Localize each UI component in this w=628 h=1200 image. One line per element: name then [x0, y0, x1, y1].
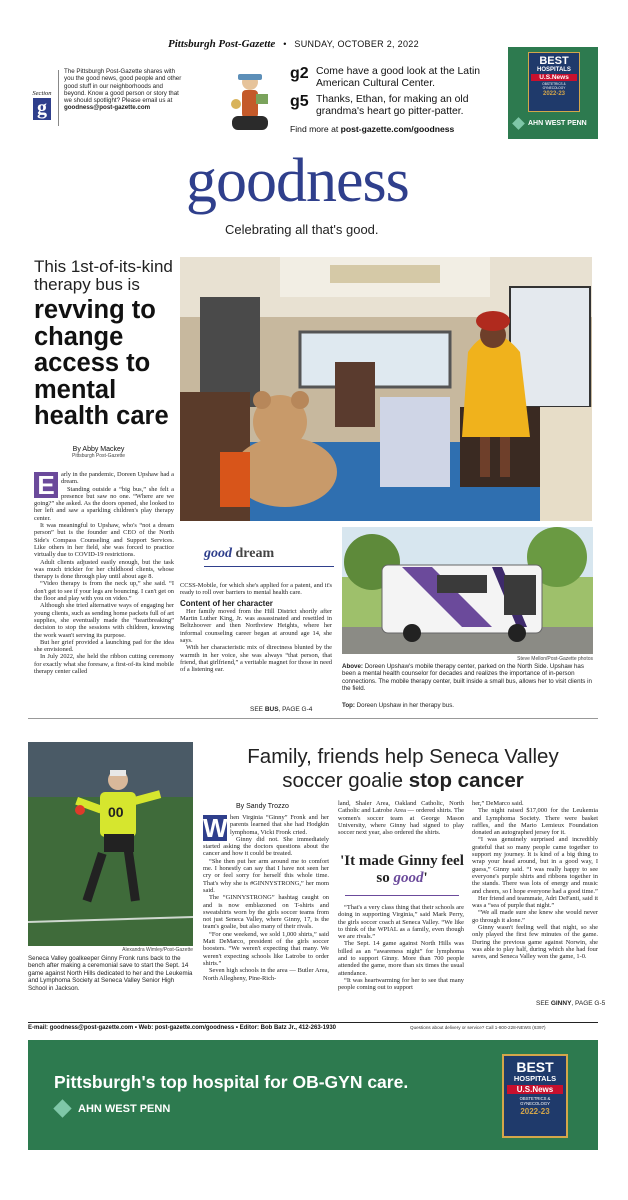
story1-paragraph: In July 2022, she held the ribbon cutting ceremony for exactly what she foresaw, a first-of-its kind mobile therapy center called [34, 653, 174, 676]
goalie-illustration [28, 742, 193, 946]
story2-paragraph: The Sept. 14 game against North Hills was billed as an “awareness night” for lymphoma and to support Ginny. More than 700 people attended the game, more than six times the usual attendance. [338, 940, 464, 977]
caption-top-text: Doreen Upshaw in her therapy bus. [354, 702, 455, 709]
story2-paragraph: Ginny wasn't feeling well that night, so she only played the first few minutes of the game. During the previous game against Norwin, she was able to play half, during which she had four saves, and Seneca Valley won the game, 1-0. [472, 924, 598, 961]
story2-paragraph: “That's a very class thing that their schools are doing in supporting Virginia,” said Mark Perry, the girls soccer coach at Seneca Valley. “We like to think of the WPIAL as a family, even though we are rivals.” [338, 904, 464, 941]
section-email-link[interactable]: goodness@post-gazette.com [64, 104, 151, 112]
story1-paragraph: “Video therapy is from the neck up,” she said. “I don't get to see if your legs are bouncing. I can't get on the floor and play with you on video.” [34, 580, 174, 603]
diamond-logo-icon [53, 1099, 71, 1117]
teaser-page: g2 [290, 65, 309, 82]
bus-exterior-photo [342, 527, 593, 654]
story2-paragraph: hen Virginia “Ginny” Fronk and her parents learned that she had Hodgkin lymphoma, Vicki Fronk cried. [230, 814, 329, 836]
story1-dropcap: E [34, 472, 58, 498]
story2-column-2 [338, 800, 464, 836]
story1-paragraph: Although she tried alternative ways of engaging her young clients, such as sending home packets full of art supplies, she eventually made the “heartbreaking” decision to stop the sessions with children, knowing the work wasn't serving its purpose. [34, 602, 174, 639]
story1-column-2 [180, 582, 332, 674]
bottom-ad-sponsor: AHN WEST PENN [78, 1102, 171, 1115]
story2-jump-page: , PAGE G-5 [571, 1000, 606, 1007]
teaser-list [290, 66, 498, 134]
caption-above-label: Above: [342, 663, 363, 670]
brand-tagline: Celebrating all that's good. [225, 222, 379, 237]
story2-paragraph: “For one weekend, we sold 1,000 shirts,” said Matt DeMarco, president of the girls soccer boosters. “We weren't expecting that many. We weren't expecting schools like Latrobe to order shirts.” [203, 930, 329, 967]
top-ad-badge [528, 52, 580, 112]
caption-above-text: Doreen Upshaw's mobile therapy center, parked on the North Side. Upshaw has been a mental health counselor for decades and realizes the importance of in-person connections. The mobile therapy center, built inside a small bus, allows her to visit clients in the field. [342, 663, 592, 693]
story2-dropcap: W [203, 813, 228, 843]
teaser-illustration [228, 60, 272, 138]
teaser-item[interactable] [290, 94, 498, 118]
story2-headline-line2 [208, 769, 598, 793]
goalie-photo-credit: Alexandra Wimley/Post-Gazette [122, 947, 193, 953]
story1-paragraph: Her family moved from the Hill District shortly after Martin Luther King, Jr. was assassinated and resettled in Beltzhoover and then Northview Heights, where her informal counseling career began at around age 14, she says. [180, 607, 332, 645]
top-ad-badge-year: 2022-23 [542, 91, 566, 97]
section-blurb-text: The Pittsburgh Post-Gazette shares with you the good news, good people and other good stuff in our neighborhoods and beyond. Know a good person or story that we should spotlight? Please email us at [64, 68, 182, 105]
section-divider [58, 70, 59, 126]
story2-paragraph: Her friend and teammate, Adri DeFanti, said it was a “sea of purple that night.” [472, 894, 598, 910]
footer-contact: E-mail: goodness@post-gazette.com • Web: post-gazette.com/goodness • Editor: Bob Batz Jr., 412-263-1930 [28, 1025, 336, 1031]
story1-headline: revving to change access to mental health care [34, 296, 169, 430]
story1-byline [72, 446, 125, 459]
story2-paragraph: “I was genuinely surprised and incredibly grateful that so many people came together to support my journey. It is kind of a big thing to wrap your head around, but in a good way, I guess,” Ginny said. “I was really happy to see everyone's purple shirts and ribbons together in the stands. There was lots of energy and music and cheers, so I hope everyone had a good time.” [472, 836, 598, 895]
bus-photo-caption [342, 663, 592, 693]
story2-column-3 [472, 800, 598, 961]
footer-service: Questions about delivery or service? Call 1-800-228-NEWS (6397) [410, 1025, 546, 1030]
teaser-figure-hat [238, 74, 262, 80]
goalie-photo [28, 742, 193, 946]
story2-headline [208, 745, 598, 793]
pullquote-end: ' [423, 870, 428, 886]
story2-paragraph: “She then put her arm around me to comfort me. I honestly can say that I have not seen her cry or feel sorry for herself this whole time. That's why she is #GINNYSTRONG,” her mom said. [203, 857, 329, 894]
good-dream-logo [204, 546, 274, 562]
bottom-ad-badge [502, 1054, 568, 1138]
bus-interior-illustration [180, 257, 592, 521]
bottom-ad-badge-year: 2022-23 [520, 1107, 550, 1116]
teaser-figure-base [232, 116, 268, 130]
story1-paragraph: arly in the pandemic, Doreen Upshaw had a dream. [61, 471, 174, 486]
story2-jump[interactable] [536, 1000, 605, 1007]
story-divider [28, 718, 598, 719]
teaser-more [290, 124, 498, 134]
story2-byline: By Sandy Trozzo [236, 803, 289, 810]
teaser-figure-body [242, 90, 258, 118]
bus-interior-photo [180, 257, 592, 521]
story1-paragraph: With her characteristic mix of directness blunted by the warmth in her voice, she was always “that person, that friend, that girlfriend,” a veritable magnet for those in need of a listening ear. [180, 644, 332, 674]
bottom-ad-badge-brand: U.S.News [507, 1085, 563, 1094]
story2-headline-plain: soccer goalie [282, 769, 409, 792]
story1-jump-prefix: SEE [250, 706, 265, 713]
top-ad-badge-best: BEST [539, 55, 569, 67]
pullquote-em: good [393, 870, 424, 886]
section-blurb [64, 68, 184, 112]
top-ad-sponsor-row [514, 119, 587, 128]
caption-top-label: Top: [342, 702, 355, 709]
good-dream-logo-dream: dream [232, 546, 275, 561]
story1-jump[interactable] [250, 706, 312, 713]
pullquote-plain: 'It made Ginny feel so [340, 853, 464, 886]
story2-paragraph: land, Shaler Area, Oakland Catholic, North Catholic and Latrobe Area — ordered shirts. The women's soccer team at George Mason University, where Ginny had signed to play soccer next year, also ordered the shirts. [338, 800, 464, 837]
story1-jump-word: BUS [264, 706, 279, 713]
story2-headline-line1: Family, friends help Seneca Valley [247, 745, 559, 768]
diamond-logo-icon [512, 117, 525, 130]
teaser-text: Come have a good look at the Latin American Cultural Center. [316, 66, 481, 89]
teaser-more-prefix: Find more at [290, 124, 341, 134]
story1-paragraph: It was meaningful to Upshaw, who's “not a dream person” but is the founder and CEO of the North Side's Compass Counseling and Support Services. Like others in her field, she was forced to practice virtually due to COVID-19 restrictions. [34, 522, 174, 559]
section-letter: g [37, 97, 47, 119]
story2-column-1 [203, 814, 329, 982]
story1-paragraph: Standing outside a “big bus,” she felt a presence but saw no one. “Where are we going?” she asked. As the doors opened, she looked to her left and saw a sparkling children's play therapy center. [34, 485, 174, 522]
story1-paragraph: But her grief provided a launching pad for the idea she envisioned. [34, 638, 174, 654]
bus-photo-caption-top [342, 702, 592, 709]
teaser-item[interactable] [290, 66, 498, 90]
section-letter-box [33, 98, 51, 120]
story2-paragraph: “We all made sure she knew she would never go through it alone.” [472, 909, 598, 924]
teaser-figure-item [256, 94, 268, 104]
teaser-text: Thanks, Ethan, for making an old grandma's heart go pitter-patter. [316, 94, 469, 117]
bottom-ad-badge-category: OBSTETRICS & GYNECOLOGY [519, 1096, 551, 1106]
story2-paragraph: “It was heartwarming for her to see that many people coming out to support [338, 976, 464, 992]
top-ad-badge-category: OBSTETRICS & GYNECOLOGY [542, 82, 566, 90]
story2-paragraph: her,” DeMarco said. [472, 800, 524, 807]
bottom-ad-badge-hospitals: HOSPITALS [513, 1074, 557, 1083]
bottom-ad-sponsor-row [56, 1102, 170, 1115]
bottom-ad[interactable] [28, 1040, 598, 1150]
story2-jump-word: GINNY [550, 1000, 572, 1007]
story1-paragraph: CCSS-Mobile, for which she's applied for a patent, and it's ready to roll over barriers to mental health care. [180, 582, 332, 597]
story1-column-1 [34, 471, 174, 675]
footer-rule [28, 1022, 598, 1023]
section-marker [28, 90, 56, 120]
story2-headline-bold: stop cancer [408, 769, 524, 792]
top-ad[interactable] [508, 47, 598, 139]
story2-jump-prefix: SEE [536, 1000, 551, 1007]
jersey-number: 00 [108, 804, 124, 820]
teaser-figure-ball [231, 99, 241, 109]
story2-paragraph: The “GINNYSTRONG” hashtag caught on and is now emblazoned on T-shirts and sweatshirts worn by the girls soccer teams from not just Seneca Valley, where Ginny, 17, is the team's goalie, but also many of their rivals. [203, 894, 329, 931]
masthead-date: SUNDAY, OCTOBER 2, 2022 [294, 39, 419, 49]
top-ad-badge-brand: U.S.News [531, 74, 577, 81]
brand-title: goodness [186, 147, 409, 215]
story1-kicker: This 1st-of-its-kind therapy bus is [34, 257, 173, 294]
bottom-ad-badge-best: BEST [516, 1059, 554, 1075]
story2-paragraph: Seven high schools in the area — Butler Area, North Allegheny, Pine-Rich- [203, 967, 329, 982]
goalie-photo-caption: Seneca Valley goalkeeper Ginny Fronk runs back to the bench after making a ceremonial save to start the Sept. 14 game against North Hills dedicated to her and the Leukemia and Lymphoma Society at Seneca Valley Senior High School in Jackson. [28, 955, 193, 992]
story1-byline-name: By Abby Mackey [72, 446, 125, 453]
section-label: Section [32, 90, 52, 97]
bus-photo-credit: Steve Mellon/Post-Gazette photos [517, 656, 593, 662]
bottom-ad-headline: Pittsburgh's top hospital for OB-GYN care. [54, 1072, 409, 1092]
good-dream-logo-good: good [204, 546, 232, 561]
story1-paragraph: Adult clients adjusted easily enough, but the task was much trickier for her childhood clients, whose therapy is done through play until about age 8. [34, 558, 174, 581]
pullquote-rule [345, 895, 459, 896]
masthead-bullet: • [283, 39, 287, 49]
story1-subhead: Content of her character [180, 598, 273, 608]
top-ad-badge-hospitals: HOSPITALS [537, 67, 571, 73]
story2-paragraph: The night raised $17,000 for the Leukemia and Lymphoma Society. There were basket raffles, and the Mario Lemieux Foundation donated an autographed jersey for it. [472, 807, 598, 837]
story1-jump-page: , PAGE G-4 [278, 706, 313, 713]
bus-exterior-illustration [342, 527, 593, 654]
logo-underline [204, 566, 334, 567]
top-ad-sponsor: AHN WEST PENN [528, 120, 587, 127]
story2-column-2b [338, 904, 464, 992]
teaser-more-link[interactable]: post-gazette.com/goodness [340, 124, 455, 134]
story2-pullquote [340, 853, 464, 887]
paper-name: Pittsburgh Post-Gazette [168, 38, 276, 50]
story2-paragraph: Ginny did not. She immediately started asking the doctors questions about the cancer and how it could be treated. [203, 835, 329, 858]
masthead [168, 34, 468, 48]
story1-byline-org: Pittsburgh Post-Gazette [72, 453, 126, 459]
teaser-page: g5 [290, 93, 309, 110]
